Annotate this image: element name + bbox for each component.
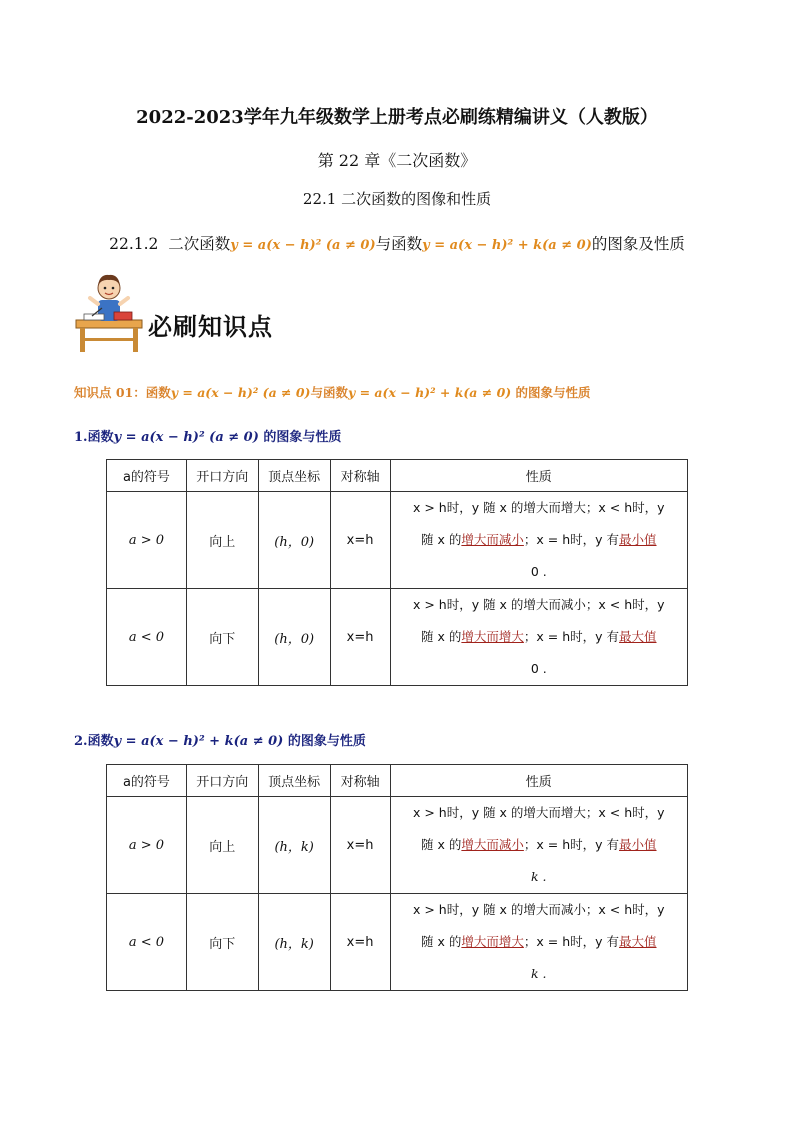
- header-axis: 对称轴: [330, 460, 390, 492]
- section-2-num: 2.函数: [74, 734, 114, 749]
- vertex-cell: (h，0): [258, 492, 330, 589]
- section-2-heading: [74, 730, 366, 749]
- formula-vertex-form: y = a(x − h)² (a ≠ 0): [230, 238, 376, 253]
- properties-cell: [390, 797, 687, 894]
- axis-cell: x=h: [330, 492, 390, 589]
- sign-cell: a < 0: [107, 589, 187, 686]
- header-sign: a的符号: [107, 460, 187, 492]
- student-mascot-illustration: [74, 268, 144, 354]
- property-line: x > h时，y 随 x 的增大而减小；x < h时，y: [412, 902, 665, 917]
- section-1-heading: [74, 426, 341, 445]
- property-line: k .: [531, 966, 547, 981]
- property-text: 随 x 的: [421, 532, 462, 547]
- property-line: x > h时，y 随 x 的增大而增大；x < h时，y: [412, 805, 665, 820]
- subsection-text-c: 的图象及性质: [591, 235, 685, 253]
- property-text: 随 x 的: [421, 934, 462, 949]
- chapter-heading: 第 22 章《二次函数》: [317, 151, 477, 170]
- properties-table-1: [106, 459, 688, 686]
- axis-cell: x=h: [330, 589, 390, 686]
- axis-cell: x=h: [330, 797, 390, 894]
- header-direction: 开口方向: [186, 765, 258, 797]
- property-line: x > h时，y 随 x 的增大而增大；x < h时，y: [412, 500, 665, 515]
- properties-cell: [390, 589, 687, 686]
- sign-cell: a > 0: [107, 492, 187, 589]
- properties-cell: [390, 894, 687, 991]
- section-1-formula: y = a(x − h)² (a ≠ 0): [113, 430, 259, 445]
- header-sign: a的符号: [107, 765, 187, 797]
- answer-blank: 增大而减小: [461, 532, 524, 547]
- subsection-number: 22.1.2: [109, 235, 159, 253]
- subsection-text-a: 二次函数: [168, 235, 231, 253]
- table-row: [107, 797, 688, 894]
- answer-blank: 增大而减小: [461, 837, 524, 852]
- must-know-banner: 必刷知识点: [148, 313, 273, 341]
- property-text: ；x = h时，y 有: [523, 629, 620, 644]
- kp-tail: 的图象与性质: [515, 385, 591, 400]
- section-1-tail: 的图象与性质: [263, 430, 342, 445]
- section-2-formula: y = a(x − h)² + k(a ≠ 0): [113, 734, 284, 749]
- property-line: [391, 621, 687, 653]
- formula-general-vertex-form: y = a(x − h)² + k(a ≠ 0): [422, 238, 592, 253]
- kp-formula-2: y = a(x − h)² + k(a ≠ 0): [347, 385, 512, 400]
- property-line: k .: [531, 869, 547, 884]
- knowledge-point-label: 知识点 01：函数: [74, 385, 171, 400]
- subsection-heading: [0, 232, 794, 254]
- sign-cell: a < 0: [107, 894, 187, 991]
- header-vertex: 顶点坐标: [258, 460, 330, 492]
- table-row: [107, 589, 688, 686]
- knowledge-point-heading: [74, 383, 591, 401]
- property-text: ；x = h时，y 有: [523, 837, 620, 852]
- vertex-cell: (h，k): [258, 797, 330, 894]
- table-row: [107, 894, 688, 991]
- direction-cell: 向下: [186, 589, 258, 686]
- section-heading: 22.1 二次函数的图像和性质: [302, 190, 492, 208]
- properties-cell: [390, 492, 687, 589]
- section-1-num: 1.函数: [74, 430, 114, 445]
- header-properties: 性质: [390, 460, 687, 492]
- kp-mid: 与函数: [310, 385, 348, 400]
- vertex-cell: (h，0): [258, 589, 330, 686]
- table-header-row: [107, 765, 688, 797]
- section-2-tail: 的图象与性质: [287, 734, 366, 749]
- answer-blank: 增大而增大: [461, 934, 524, 949]
- answer-blank: 增大而增大: [461, 629, 524, 644]
- answer-blank: 最大值: [619, 629, 657, 644]
- property-text: ；x = h时，y 有: [523, 934, 620, 949]
- properties-table-2: [106, 764, 688, 991]
- answer-blank: 最小值: [619, 837, 657, 852]
- property-line: [391, 926, 687, 958]
- table-header-row: [107, 460, 688, 492]
- kp-formula-1: y = a(x − h)² (a ≠ 0): [170, 385, 311, 400]
- header-axis: 对称轴: [330, 765, 390, 797]
- property-text: 随 x 的: [421, 629, 462, 644]
- property-text: ；x = h时，y 有: [523, 532, 620, 547]
- property-text: 随 x 的: [421, 837, 462, 852]
- property-line: 0 .: [530, 661, 547, 676]
- header-vertex: 顶点坐标: [258, 765, 330, 797]
- table-row: [107, 492, 688, 589]
- property-line: [391, 524, 687, 556]
- property-line: x > h时，y 随 x 的增大而减小；x < h时，y: [412, 597, 665, 612]
- header-direction: 开口方向: [186, 460, 258, 492]
- answer-blank: 最小值: [619, 532, 657, 547]
- axis-cell: x=h: [330, 894, 390, 991]
- sign-cell: a > 0: [107, 797, 187, 894]
- property-line: [391, 829, 687, 861]
- property-line: 0 .: [530, 564, 547, 579]
- direction-cell: 向下: [186, 894, 258, 991]
- subsection-text-b: 与函数: [375, 235, 423, 253]
- direction-cell: 向上: [186, 492, 258, 589]
- header-properties: 性质: [390, 765, 687, 797]
- document-title: 2022-2023学年九年级数学上册考点必刷练精编讲义（人教版）: [136, 107, 658, 128]
- direction-cell: 向上: [186, 797, 258, 894]
- answer-blank: 最大值: [619, 934, 657, 949]
- vertex-cell: (h，k): [258, 894, 330, 991]
